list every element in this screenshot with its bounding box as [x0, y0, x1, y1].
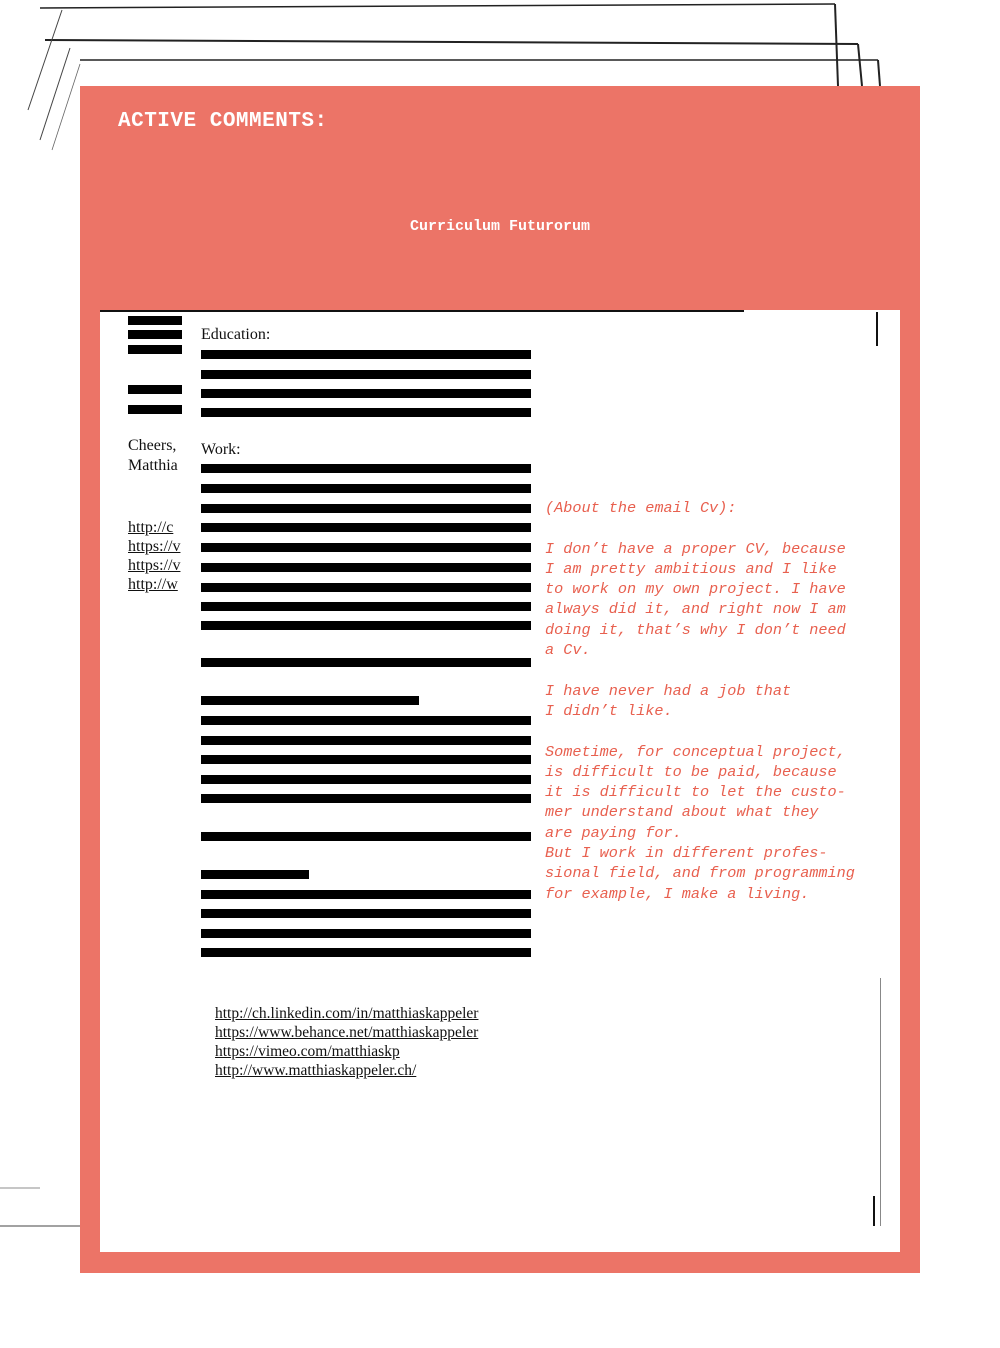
redaction-bar	[201, 696, 419, 705]
education-heading: Education:	[201, 326, 271, 343]
profile-links	[215, 1004, 478, 1080]
cut-link[interactable]: http://w	[128, 576, 178, 593]
redaction-bar	[201, 716, 531, 725]
redaction-bar	[201, 621, 531, 630]
work-heading: Work:	[201, 441, 241, 458]
linkedin-link[interactable]: http://ch.linkedin.com/in/matthiaskappeler	[215, 1005, 479, 1022]
redaction-bar	[201, 775, 531, 784]
redaction-bar	[201, 389, 531, 398]
redaction-bar	[128, 385, 182, 394]
redaction-bar	[201, 583, 531, 592]
website-link[interactable]: http://www.matthiaskappeler.ch/	[215, 1062, 417, 1079]
redaction-bar	[201, 543, 531, 552]
active-comment	[545, 498, 890, 904]
cut-link[interactable]: http://c	[128, 519, 174, 536]
redaction-bar	[201, 504, 531, 513]
redaction-bar	[128, 405, 182, 414]
redaction-bar	[201, 658, 531, 667]
cut-link[interactable]: https://v	[128, 557, 181, 574]
redaction-bar	[201, 909, 531, 918]
redaction-bar	[201, 408, 531, 417]
redaction-bar	[201, 602, 531, 611]
comment-heading: (About the email Cv):	[545, 499, 737, 517]
redaction-bar	[201, 890, 531, 899]
redaction-bar	[201, 464, 531, 473]
redaction-bar	[201, 929, 531, 938]
scan-edge-mark	[880, 978, 881, 1226]
redaction-bar	[201, 350, 531, 359]
greeting-text: Cheers,	[128, 437, 177, 454]
active-comments-label: ACTIVE COMMENTS:	[118, 110, 328, 133]
redaction-bar	[201, 523, 531, 532]
scan-edge-mark	[876, 312, 878, 346]
page-top-rule	[100, 310, 744, 312]
behance-link[interactable]: https://www.behance.net/matthiaskappeler	[215, 1024, 479, 1041]
vimeo-link[interactable]: https://vimeo.com/matthiaskp	[215, 1043, 400, 1060]
redaction-bar	[128, 316, 182, 325]
redaction-bar	[201, 370, 531, 379]
redaction-bar	[128, 345, 182, 354]
comment-paragraph: Sometime, for conceptual project, is difficult to be paid, because it is difficult to let the custo- mer understand about what they are paying for. But I work in different profes- sional field, and from programming for example, I make a living.	[545, 742, 855, 903]
redaction-bar	[201, 755, 531, 764]
comment-paragraph: I have never had a job that I didn’t like.	[545, 681, 792, 720]
comment-paragraph: I don’t have a proper CV, because I am pretty ambitious and I like to work on my own project. I have always did it, and right now I am doing it, that’s why I don’t need a Cv.	[545, 539, 846, 660]
cut-link[interactable]: https://v	[128, 538, 181, 555]
redaction-bar	[201, 832, 531, 841]
redaction-bar	[201, 870, 309, 879]
redaction-bar	[201, 563, 531, 572]
signature-name: Matthia	[128, 457, 178, 474]
redaction-bar	[201, 736, 531, 745]
redaction-bar	[201, 948, 531, 957]
redaction-bar	[128, 330, 182, 339]
document-title: Curriculum Futurorum	[409, 218, 591, 235]
redaction-bar	[201, 794, 531, 803]
redaction-bar	[201, 484, 531, 493]
scan-edge-mark	[873, 1196, 875, 1226]
scanned-cv-page	[100, 310, 900, 1252]
